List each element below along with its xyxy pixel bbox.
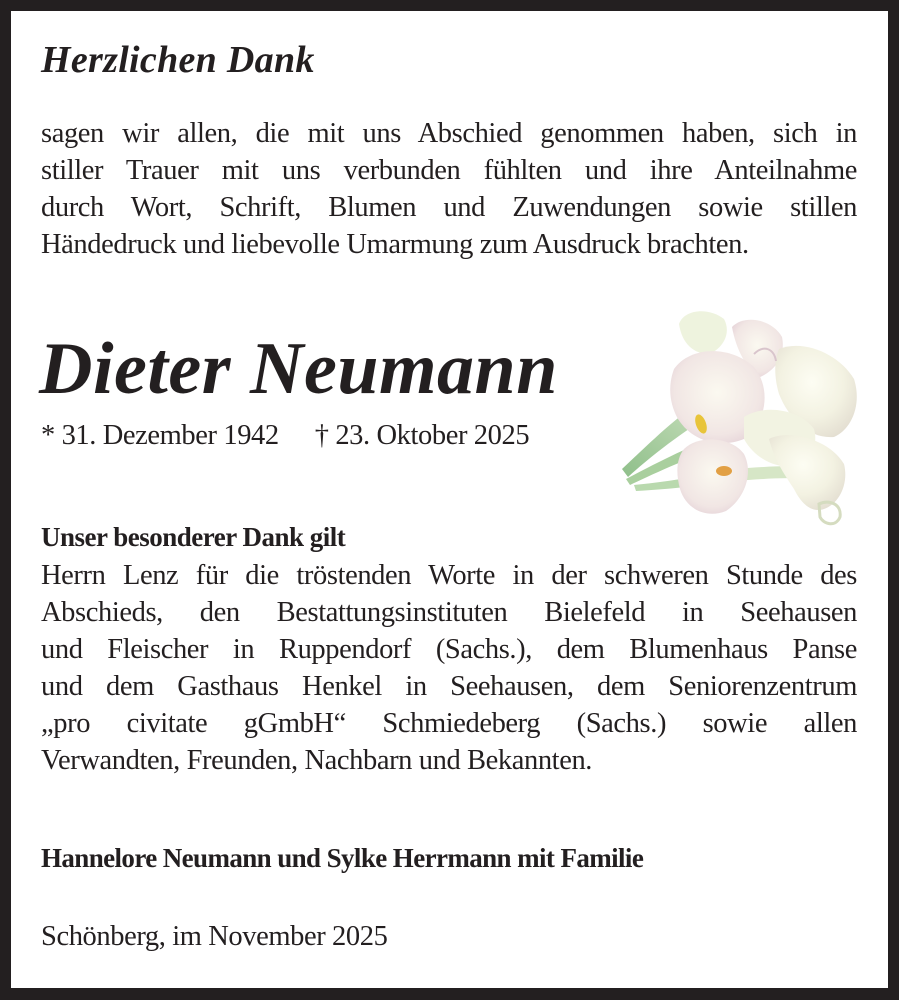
thanks-line: „pro civitate gGmbH“ Schmiedeberg (Sachs.) sowie allen	[41, 708, 857, 739]
intro-line: Händedruck und liebevolle Umarmung zum Ausdruck brachten.	[41, 229, 749, 260]
thanks-line: Abschieds, den Bestattungsinstituten Bielefeld in Seehausen	[41, 597, 857, 628]
obituary-notice	[11, 11, 888, 988]
thanks-line: Verwandten, Freunden, Nachbarn und Bekannten.	[41, 745, 593, 776]
intro-line: sagen wir allen, die mit uns Abschied genommen haben, sich in	[41, 118, 857, 149]
special-thanks-heading: Unser besonderer Dank gilt	[41, 522, 346, 552]
intro-line: stiller Trauer mit uns verbunden fühlten und ihre Anteilnahme	[41, 155, 857, 186]
intro-line: durch Wort, Schrift, Blumen und Zuwendungen sowie stillen	[41, 192, 857, 223]
notice-heading: Herzlichen Dank	[41, 39, 315, 81]
death-date: † 23. Oktober 2025	[314, 420, 530, 451]
thanks-line: und Fleischer in Ruppendorf (Sachs.), dem Blumenhaus Panse	[41, 634, 857, 665]
signed-by: Hannelore Neumann und Sylke Herrmann mit Familie	[41, 843, 644, 873]
deceased-name: Dieter Neumann	[39, 328, 558, 410]
life-dates	[41, 420, 529, 452]
place-date: Schönberg, im November 2025	[41, 921, 388, 952]
intro-paragraph	[41, 115, 857, 263]
thanks-line: Herrn Lenz für die tröstenden Worte in der schweren Stunde des	[41, 560, 857, 591]
birth-date: * 31. Dezember 1942	[41, 420, 279, 451]
special-thanks-paragraph	[41, 557, 857, 779]
calla-lily-bouquet-icon	[614, 299, 864, 534]
thanks-line: und dem Gasthaus Henkel in Seehausen, dem Seniorenzentrum	[41, 671, 857, 702]
